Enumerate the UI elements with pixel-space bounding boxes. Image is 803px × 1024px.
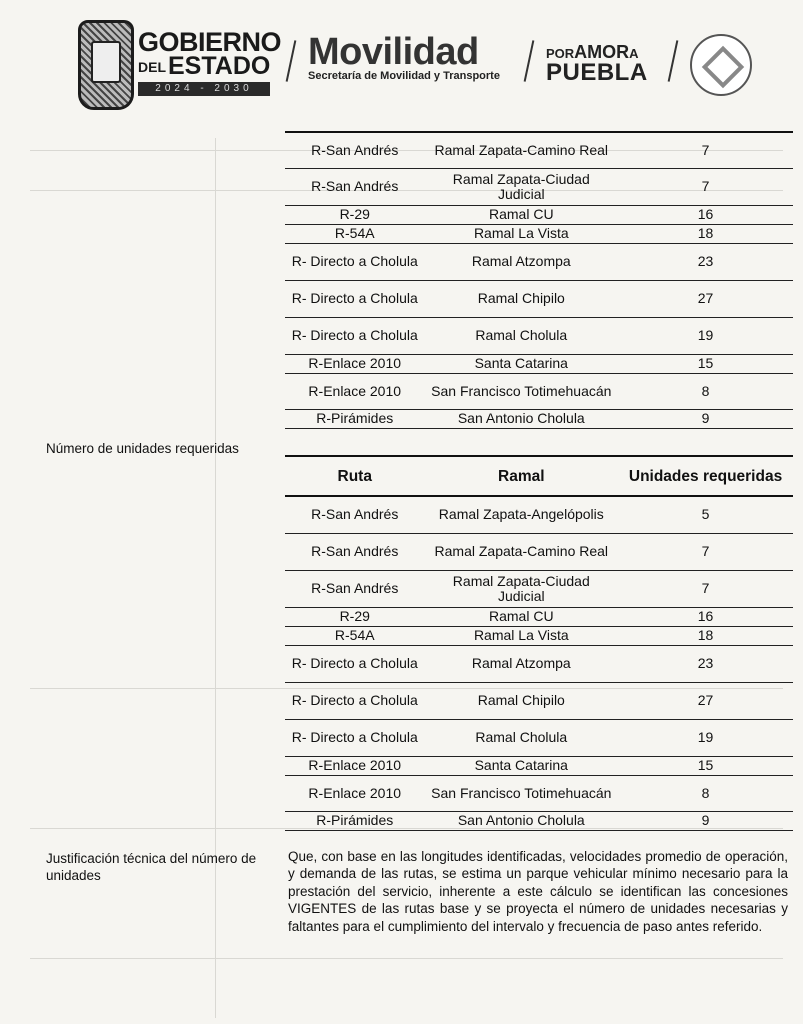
units-table-continuation [285,131,793,429]
unidades-cell: 9 [618,811,793,830]
ramal-cell: Santa Catarina [424,354,618,373]
gobierno-text: GOBIERNO [138,27,282,57]
ruta-cell: R-San Andrés [285,496,424,533]
ramal-cell: San Antonio Cholula [424,409,618,428]
ruta-cell: R-Enlace 2010 [285,756,424,775]
unidades-cell: 8 [618,373,793,409]
table-row [285,775,793,811]
table-row [285,409,793,428]
ruta-cell: R-29 [285,205,424,224]
ramal-cell: Ramal La Vista [424,224,618,243]
column-header-ruta: Ruta [285,456,424,496]
del-text: DEL [138,59,166,76]
table-row [285,243,793,280]
units-required-table [285,455,793,831]
table-row [285,811,793,830]
table-row [285,496,793,533]
table-row [285,756,793,775]
header-divider [668,40,679,81]
ramal-cell: Ramal Cholula [424,317,618,354]
table-header-row [285,456,793,496]
ramal-cell: Ramal Zapata-Ciudad Judicial [424,168,618,205]
table-row [285,317,793,354]
unidades-cell: 7 [618,533,793,570]
ruta-cell: R-Pirámides [285,811,424,830]
table-row [285,280,793,317]
ramal-cell: Ramal Cholula [424,719,618,756]
amor-text: AMOR [574,42,630,62]
a-text: A [629,46,639,61]
table-row [285,224,793,243]
unidades-cell: 7 [618,132,793,168]
table-row [285,645,793,682]
header-divider [524,40,535,81]
movilidad-logo [308,31,500,82]
table-row [285,626,793,645]
ramal-cell: Ramal Atzompa [424,243,618,280]
ramal-cell: San Antonio Cholula [424,811,618,830]
ramal-cell: Ramal CU [424,607,618,626]
unidades-cell: 16 [618,607,793,626]
unidades-cell: 27 [618,682,793,719]
ruta-cell: R- Directo a Cholula [285,719,424,756]
unidades-cell: 18 [618,626,793,645]
table-row [285,533,793,570]
table-row [285,205,793,224]
ruta-cell: R-San Andrés [285,570,424,607]
unidades-cell: 23 [618,645,793,682]
table-row [285,570,793,607]
del-estado-line [138,54,278,79]
ramal-cell: Ramal Chipilo [424,682,618,719]
table-row [285,168,793,205]
movilidad-subtitle: Secretaría de Movilidad y Transporte [308,70,500,82]
unidades-cell: 19 [618,719,793,756]
unidades-cell: 5 [618,496,793,533]
ruta-cell: R- Directo a Cholula [285,682,424,719]
unidades-cell: 27 [618,280,793,317]
por-amor-a-puebla-logo [546,44,656,84]
ruta-cell: R-29 [285,607,424,626]
ramal-cell: San Francisco Totimehuacán [424,373,618,409]
ramal-cell: Ramal La Vista [424,626,618,645]
ramal-cell: Santa Catarina [424,756,618,775]
table-row [285,132,793,168]
table-row [285,607,793,626]
column-header-unidades: Unidades requeridas [618,456,793,496]
unidades-cell: 16 [618,205,793,224]
table-row [285,354,793,373]
ruta-cell: R- Directo a Cholula [285,280,424,317]
state-coat-of-arms-icon [78,20,134,110]
unidades-cell: 7 [618,570,793,607]
ruta-cell: R- Directo a Cholula [285,243,424,280]
unidades-cell: 15 [618,756,793,775]
ruta-cell: R- Directo a Cholula [285,317,424,354]
ramal-cell: San Francisco Totimehuacán [424,775,618,811]
ruta-cell: R-San Andrés [285,132,424,168]
ruta-cell: R-Pirámides [285,409,424,428]
unidades-cell: 15 [618,354,793,373]
ruta-cell: R-54A [285,224,424,243]
ruta-cell: R-54A [285,626,424,645]
unidades-cell: 23 [618,243,793,280]
ruta-cell: R-San Andrés [285,168,424,205]
unidades-cell: 7 [618,168,793,205]
document-header [0,0,803,118]
justification-text: Que, con base en las longitudes identificadas, velocidades promedio de operación, y demanda de las rutas, se estima un parque vehicular mínimo necesario para la prestación del servicio, inherente a este cálculo se identifican las concesiones VIGENTES de las rutas base y se proyecta el número de unidades necesarias y faltantes para el cumplimiento del intervalo y frecuencia de paso antes referido. [288,849,788,934]
puebla-text: PUEBLA [546,59,648,86]
gobierno-del-estado-logo [138,27,282,96]
unidades-cell: 9 [618,409,793,428]
ruta-cell: R- Directo a Cholula [285,645,424,682]
ramal-cell: Ramal Zapata-Ciudad Judicial [424,570,618,607]
ramal-cell: Ramal Chipilo [424,280,618,317]
ramal-cell: Ramal Zapata-Angelópolis [424,496,618,533]
estado-text: ESTADO [168,52,271,80]
ramal-cell: Ramal Zapata-Camino Real [424,533,618,570]
ruta-cell: R-Enlace 2010 [285,775,424,811]
movilidad-title: Movilidad [308,31,479,73]
por-text: POR [546,46,575,61]
table-row [285,373,793,409]
justification-label: Justificación técnica del número de unidades [46,851,257,883]
ruta-cell: R-Enlace 2010 [285,354,424,373]
ruta-cell: R-San Andrés [285,533,424,570]
ramal-cell: Ramal CU [424,205,618,224]
administration-years: 2024 - 2030 [138,82,270,96]
unidades-cell: 19 [618,317,793,354]
unidades-cell: 8 [618,775,793,811]
table-row [285,682,793,719]
ramal-cell: Ramal Atzompa [424,645,618,682]
column-header-ramal: Ramal [424,456,618,496]
table-row [285,719,793,756]
header-divider [286,40,297,81]
ruta-cell: R-Enlace 2010 [285,373,424,409]
ramal-cell: Ramal Zapata-Camino Real [424,132,618,168]
units-required-label: Número de unidades requeridas [46,441,239,456]
unidades-cell: 18 [618,224,793,243]
institutional-seal-icon [690,34,752,96]
